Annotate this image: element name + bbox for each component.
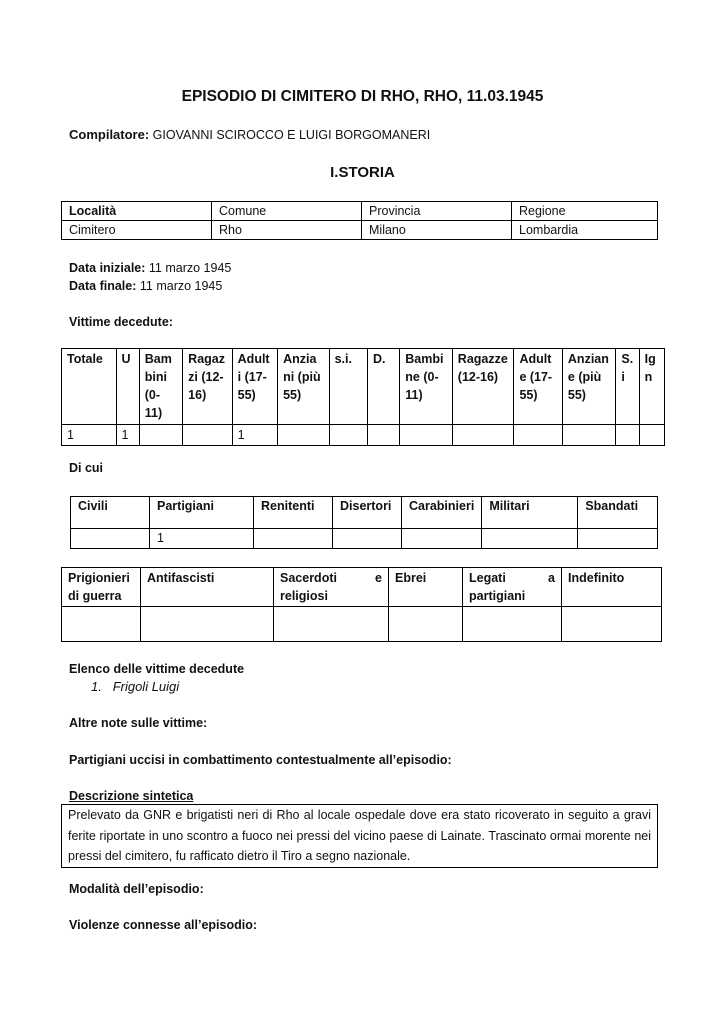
table-row	[71, 497, 658, 529]
value-cell	[367, 425, 399, 446]
header-cell: Anzia ni (più 55)	[278, 349, 330, 425]
header-cell: Militari	[482, 497, 578, 529]
victims-list-label: Elenco delle vittime decedute	[69, 662, 245, 676]
other-notes-label: Altre note sulle vittime:	[69, 716, 208, 730]
header-cell: Provincia	[362, 202, 512, 221]
value-cell	[616, 425, 639, 446]
header-cell: Ig n	[639, 349, 664, 425]
value-cell	[514, 425, 562, 446]
value-cell: Lombardia	[512, 221, 658, 240]
header-cell: D.	[367, 349, 399, 425]
value-cell	[402, 529, 482, 549]
dates-block	[69, 259, 231, 295]
value-cell: 1	[116, 425, 139, 446]
value-cell	[400, 425, 453, 446]
end-date	[69, 277, 231, 295]
header-cell: Renitenti	[254, 497, 333, 529]
value-cell	[278, 425, 330, 446]
table-row	[62, 425, 665, 446]
value-cell	[452, 425, 514, 446]
header-cell: Adult i (17-55)	[232, 349, 277, 425]
victim-name: Frigoli Luigi	[112, 679, 180, 694]
header-cell: Sacerdoti e religiosi	[274, 568, 389, 607]
victims-label: Vittime decedute:	[69, 315, 173, 329]
categories-table-1	[70, 496, 658, 549]
header-cell: Prigionieri di guerra	[62, 568, 141, 607]
compiler-line	[69, 127, 430, 142]
compiler-label: Compilatore:	[69, 127, 150, 142]
table-row	[62, 607, 662, 642]
value-cell	[274, 607, 389, 642]
header-cell: Civili	[71, 497, 150, 529]
table-row	[62, 349, 665, 425]
header-cell: U	[116, 349, 139, 425]
table-row	[62, 221, 658, 240]
value-cell	[562, 425, 616, 446]
table-row	[62, 568, 662, 607]
header-cell: s.i.	[329, 349, 367, 425]
header-cell: Ragaz zi (12-16)	[183, 349, 232, 425]
header-cell: S. i	[616, 349, 639, 425]
value-cell	[562, 607, 662, 642]
header-cell: Adult e (17-55)	[514, 349, 562, 425]
header-cell: Indefinito	[562, 568, 662, 607]
start-date	[69, 259, 231, 277]
di-cui-label: Di cui	[69, 461, 104, 475]
start-date-value: 11 marzo 1945	[148, 261, 232, 275]
value-cell	[139, 425, 182, 446]
header-cell: Antifascisti	[141, 568, 274, 607]
value-cell	[578, 529, 658, 549]
value-cell: Milano	[362, 221, 512, 240]
header-cell: Bam bini (0-11)	[139, 349, 182, 425]
victims-table	[61, 348, 665, 446]
value-cell	[183, 425, 232, 446]
header-cell: Sbandati	[578, 497, 658, 529]
header-cell: Ragazze (12-16)	[452, 349, 514, 425]
table-row	[71, 529, 658, 549]
end-date-label: Data finale:	[69, 279, 137, 293]
value-cell	[482, 529, 578, 549]
modality-label: Modalità dell’episodio:	[69, 882, 204, 896]
header-cell: Totale	[62, 349, 117, 425]
value-cell	[333, 529, 402, 549]
value-cell: Cimitero	[62, 221, 212, 240]
value-cell	[141, 607, 274, 642]
value-cell	[329, 425, 367, 446]
value-cell	[639, 425, 664, 446]
value-cell	[254, 529, 333, 549]
table-row	[62, 202, 658, 221]
value-cell	[389, 607, 463, 642]
header-cell: Anzian e (più 55)	[562, 349, 616, 425]
list-item: 1. Frigoli Luigi	[91, 679, 180, 694]
description-label: Descrizione sintetica	[69, 789, 194, 803]
location-table	[61, 201, 658, 240]
header-cell: Regione	[512, 202, 658, 221]
value-cell: Rho	[212, 221, 362, 240]
start-date-label: Data iniziale:	[69, 261, 146, 275]
value-cell: 1	[232, 425, 277, 446]
header-cell: Comune	[212, 202, 362, 221]
header-cell: Bambi ne (0-11)	[400, 349, 453, 425]
compiler-value: GIOVANNI SCIROCCO E LUIGI BORGOMANERI	[152, 128, 431, 142]
value-cell: 1	[150, 529, 254, 549]
header-cell: Ebrei	[389, 568, 463, 607]
header-cell: Località	[62, 202, 212, 221]
header-cell: Legati a partigiani	[463, 568, 562, 607]
header-cell: Carabinieri	[402, 497, 482, 529]
value-cell	[463, 607, 562, 642]
document-title: EPISODIO DI CIMITERO DI RHO, RHO, 11.03.1945	[181, 88, 544, 105]
value-cell: 1	[62, 425, 117, 446]
partisans-label: Partigiani uccisi in combattimento contestualmente all’episodio:	[69, 753, 452, 767]
value-cell	[62, 607, 141, 642]
section-title: I.STORIA	[330, 164, 395, 181]
violence-label: Violenze connesse all’episodio:	[69, 918, 258, 932]
header-cell: Disertori	[333, 497, 402, 529]
value-cell	[71, 529, 150, 549]
categories-table-2	[61, 567, 662, 642]
description-box: Prelevato da GNR e brigatisti neri di Rho al locale ospedale dove era stato ricoverato in seguito a gravi ferite riportate in uno scontro a fuoco nei pressi del vicino paese di Lainate. Trascinato ormai morente nei pressi del cimitero, fu rafficato dietro il Tiro a segno nazionale.	[61, 804, 658, 868]
header-cell: Partigiani	[150, 497, 254, 529]
end-date-value: 11 marzo 1945	[139, 279, 223, 293]
